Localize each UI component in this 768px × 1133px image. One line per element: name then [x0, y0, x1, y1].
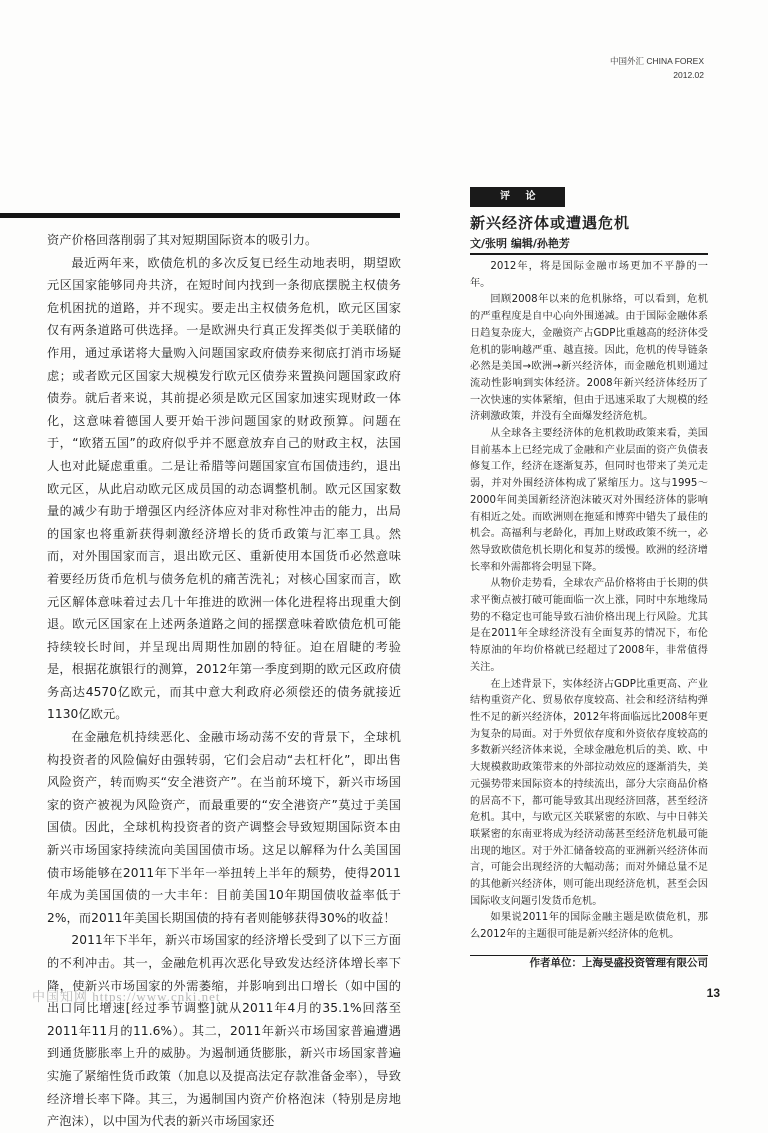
right-paragraph: 在上述背景下，实体经济占GDP比重更高、产业结构重资产化、贸易依存度较高、社会和经济结构弹性不足的新兴经济体，2012年将面临远比2008年更为复杂的局面。对于外贸依存度和外资依存度较高的多数新兴经济体来说，全球金融危机后的美、欧、中大规模救助政策带来的外部拉动效应的逐渐消失，美元强势带来国际资本的持续流出，部分大宗商品价格的居高不下，都可能导致其出现经济回落，甚至经济危机。其中，与欧元区关联紧密的东欧、与中日韩关联紧密的东南亚将成为经济动荡甚至经济危机最可能出现的地区。对于外汇储备较高的亚洲新兴经济体而言，可能会出现经济的大幅动荡；而对外储总量不足的其他新兴经济体，则可能出现经济危机，甚至会因国际收支问题引发货币危机。: [470, 678, 708, 907]
left-paragraph: 资产价格回落削弱了其对短期国际资本的吸引力。: [47, 233, 318, 247]
left-paragraph: 最近两年来，欧债危机的多次反复已经生动地表明，期望欧元区国家能够同舟共济，在短时间内找到一条彻底摆脱主权债务危机困扰的道路，并不现实。要走出主权债务危机，欧元区国家仅有两条道路可供选择。一是欧洲央行真正发挥类似于美联储的作用，通过承诺将大量购入问题国家政府债券来彻底打消市场疑虑；或者欧元区国家大规模发行欧元区债券来置换问题国家政府债券。就后者来说，其前提必须是欧元区国家加速实现财政一体化，这意味着德国人要开始干涉问题国家的财政预算。问题在于，“欧猪五国”的政府似乎并不愿意放弃自己的财政主权，法国人也对此疑虑重重。二是让希腊等问题国家宣布国债违约，退出欧元区，从此启动欧元区成员国的动态调整机制。欧元区国家数量的减少有助于增强区内经济体应对非对称性冲击的能力，出局的国家也将重新获得刺激经济增长的货币政策与汇率工具。然而，对外围国家而言，退出欧元区、重新使用本国货币必然意味着要经历货币危机与债务危机的痛苦洗礼；对核心国家而言，欧元区解体意味着过去几十年推进的欧洲一体化进程将出现重大倒退。欧元区国家在上述两条道路之间的摇摆意味着欧债危机可能持续较长时间，并呈现出周期性加剧的特征。迫在眉睫的考验是，根据花旗银行的测算，2012年第一季度到期的欧元区政府债务高达4570亿欧元，而其中意大利政府必须偿还的债务就接近1130亿欧元。: [47, 255, 401, 722]
right-column: [470, 184, 708, 944]
right-paragraph: 如果说2011年的国际金融主题是欧债危机，那么2012年的主题很可能是新兴经济体的危机。: [470, 912, 708, 941]
left-paragraph: 2011年下半年，新兴市场国家的经济增长受到了以下三方面的不利冲击。其一，金融危机再次恶化导致发达经济体增长率下降，使新兴市场国家的外需萎缩，并影响到出口增长（如中国的出口同比增速[经过季节调整]就从2011年4月的35.1%回落至2011年11月的11.6%）。其二，2011年新兴市场国家普遍遭遇到通货膨胀率上升的威胁。为遏制通货膨胀，新兴市场国家普遍实施了紧缩性货币政策（加息以及提高法定存款准备金率），导致经济增长率下降。其三，为遏制国内资产价格泡沫（特别是房地产泡沫），以中国为代表的新兴市场国家还: [47, 933, 401, 1129]
left-paragraph: 在金融危机持续恶化、金融市场动荡不安的背景下，全球机构投资者的风险偏好由强转弱，它们会启动“去杠杆化”，即出售风险资产，转而购买“安全港资产”。在当前环境下，新兴市场国家的资产被视为风险资产，而最重要的“安全港资产”莫过于美国国债。因此，全球机构投资者的资产调整会导致短期国际资本由新兴市场国家持续流向美国国债市场。这足以解释为什么美国国债市场能够在2011年下半年一举扭转上半年的颓势，使得2011年成为美国国债的一大丰年：目前美国10年期国债收益率低于2%，而2011年美国长期国债的持有者则能够获得30%的收益！: [47, 730, 401, 925]
right-paragraph: 从全球各主要经济体的危机救助政策来看，美国目前基本上已经完成了金融和产业层面的资产负债表修复工作，经济在逐渐复苏，但同时也带来了美元走弱，并对外围经济体构成了紧缩压力。这与1995～2000年间美国新经济泡沫破灭对外围经济体的影响有相近之处。而欧洲则在拖延和博弈中错失了最佳的机会。高福利与老龄化，再加上财政政策不统一，必然导致欧债危机长期化和复苏的缓慢。欧洲的经济增长率和外需都将会明显下降。: [470, 428, 708, 573]
article-title: 新兴经济体或遭遇危机: [470, 214, 631, 232]
issue-date: 2012.02: [673, 70, 704, 80]
publication-name: 中国外汇 CHINA FOREX: [610, 56, 704, 66]
page-number: 13: [706, 986, 720, 1000]
page-header: [610, 54, 704, 82]
cnki-watermark: 中国知网 https://www.cnki.net: [32, 989, 221, 1004]
column-divider-rule: [0, 213, 400, 218]
author-affiliation: 作者单位：上海旻盛投资管理有限公司: [470, 955, 708, 970]
section-tag: 评 论: [470, 187, 565, 207]
right-paragraph: 2012年，将是国际金融市场更加不平静的一年。: [470, 261, 708, 289]
right-paragraph: 回顾2008年以来的危机脉络，可以看到，危机的严重程度是自中心向外围递减。由于国际金融体系日趋复杂庞大，金融资产占GDP比重越高的经济体受危机的影响越严重、越直接。因此，危机的传导链条必然是美国→欧洲→新兴经济体，而金融危机则通过流动性影响到实体经济。2008年新兴经济体经历了一次快速的实体紧缩，但由于迅速采取了大规模的经济刺激政策，并没有全面爆发经济危机。: [470, 294, 708, 423]
article-body: [470, 259, 708, 944]
right-paragraph: 从物价走势看，全球农产品价格将由于长期的供求平衡点被打破可能面临一次上涨，同时中东地缘局势的不稳定也可能导致石油价格出现上行风险。尤其是在2011年全球经济没有全面复苏的情况下，布伦特原油的年均价格就已经超过了2008年，非常值得关注。: [470, 578, 708, 673]
article-byline: 文/张明 编辑/孙艳芳: [470, 236, 708, 255]
